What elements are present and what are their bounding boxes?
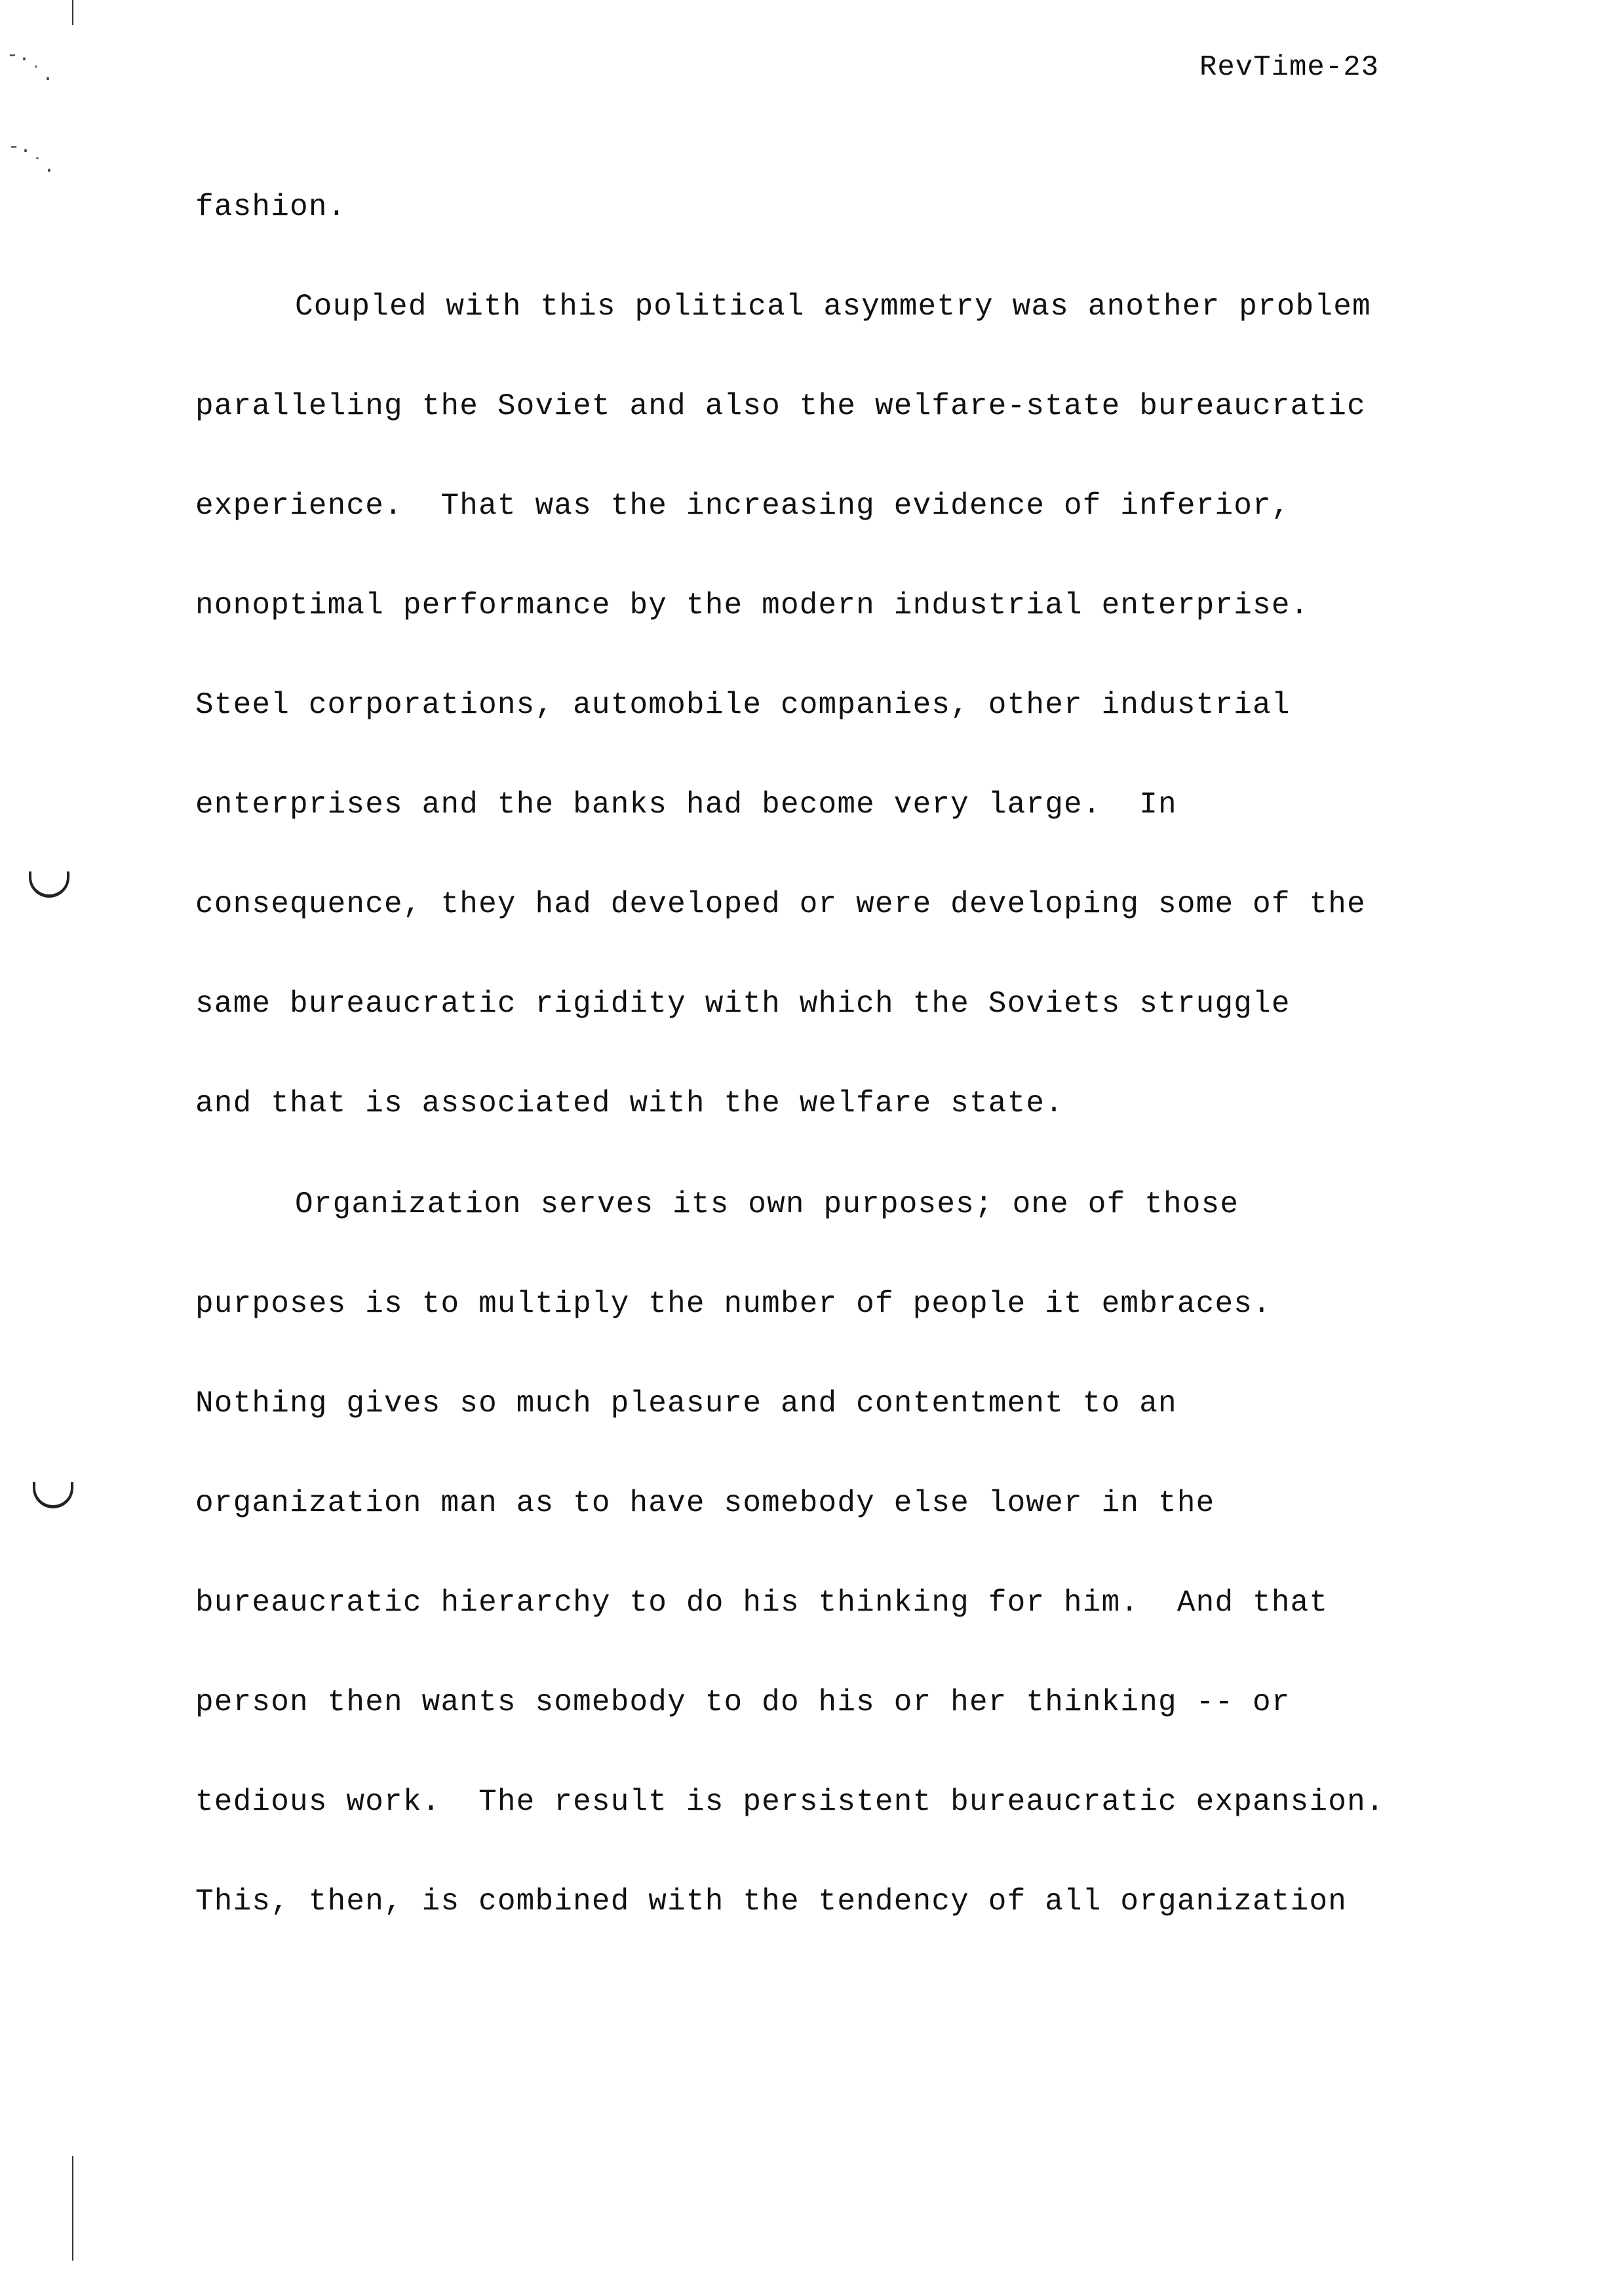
text-line: same bureaucratic rigidity with which the Soviets struggle bbox=[195, 987, 1291, 1021]
text-line: Nothing gives so much pleasure and contentment to an bbox=[195, 1387, 1177, 1421]
text-line: fashion. bbox=[195, 190, 347, 224]
text-line: consequence, they had developed or were developing some of the bbox=[195, 887, 1366, 921]
text-line: person then wants somebody to do his or her thinking -- or bbox=[195, 1685, 1291, 1719]
hole-punch-mark bbox=[33, 1482, 73, 1508]
margin-edge-mark bbox=[72, 2156, 73, 2261]
text-line: tedious work. The result is persistent bureaucratic expansion. bbox=[195, 1785, 1385, 1819]
margin-edge-mark bbox=[72, 0, 73, 25]
text-line: experience. That was the increasing evidence of inferior, bbox=[195, 489, 1291, 523]
paragraph-first-line: Organization serves its own purposes; one of those bbox=[295, 1187, 1239, 1221]
scan-speck-mark: -. ˙. bbox=[7, 45, 54, 86]
scan-speck-mark: -. ˙. bbox=[8, 136, 56, 178]
text-line: enterprises and the banks had become very large. In bbox=[195, 788, 1177, 822]
text-line: organization man as to have somebody else lower in the bbox=[195, 1486, 1215, 1520]
text-line: purposes is to multiply the number of people it embraces. bbox=[195, 1287, 1272, 1321]
text-line: paralleling the Soviet and also the welfare-state bureaucratic bbox=[195, 389, 1366, 423]
text-line: bureaucratic hierarchy to do his thinking for him. And that bbox=[195, 1586, 1329, 1620]
text-line: This, then, is combined with the tendency of all organization bbox=[195, 1885, 1348, 1919]
text-line: and that is associated with the welfare state. bbox=[195, 1086, 1064, 1120]
hole-punch-mark bbox=[29, 871, 69, 898]
text-line: Steel corporations, automobile companies, other industrial bbox=[195, 688, 1291, 722]
page-number-label: RevTime-23 bbox=[1199, 51, 1380, 84]
text-line: nonoptimal performance by the modern industrial enterprise. bbox=[195, 588, 1310, 622]
paragraph-first-line: Coupled with this political asymmetry was another problem bbox=[295, 290, 1371, 324]
